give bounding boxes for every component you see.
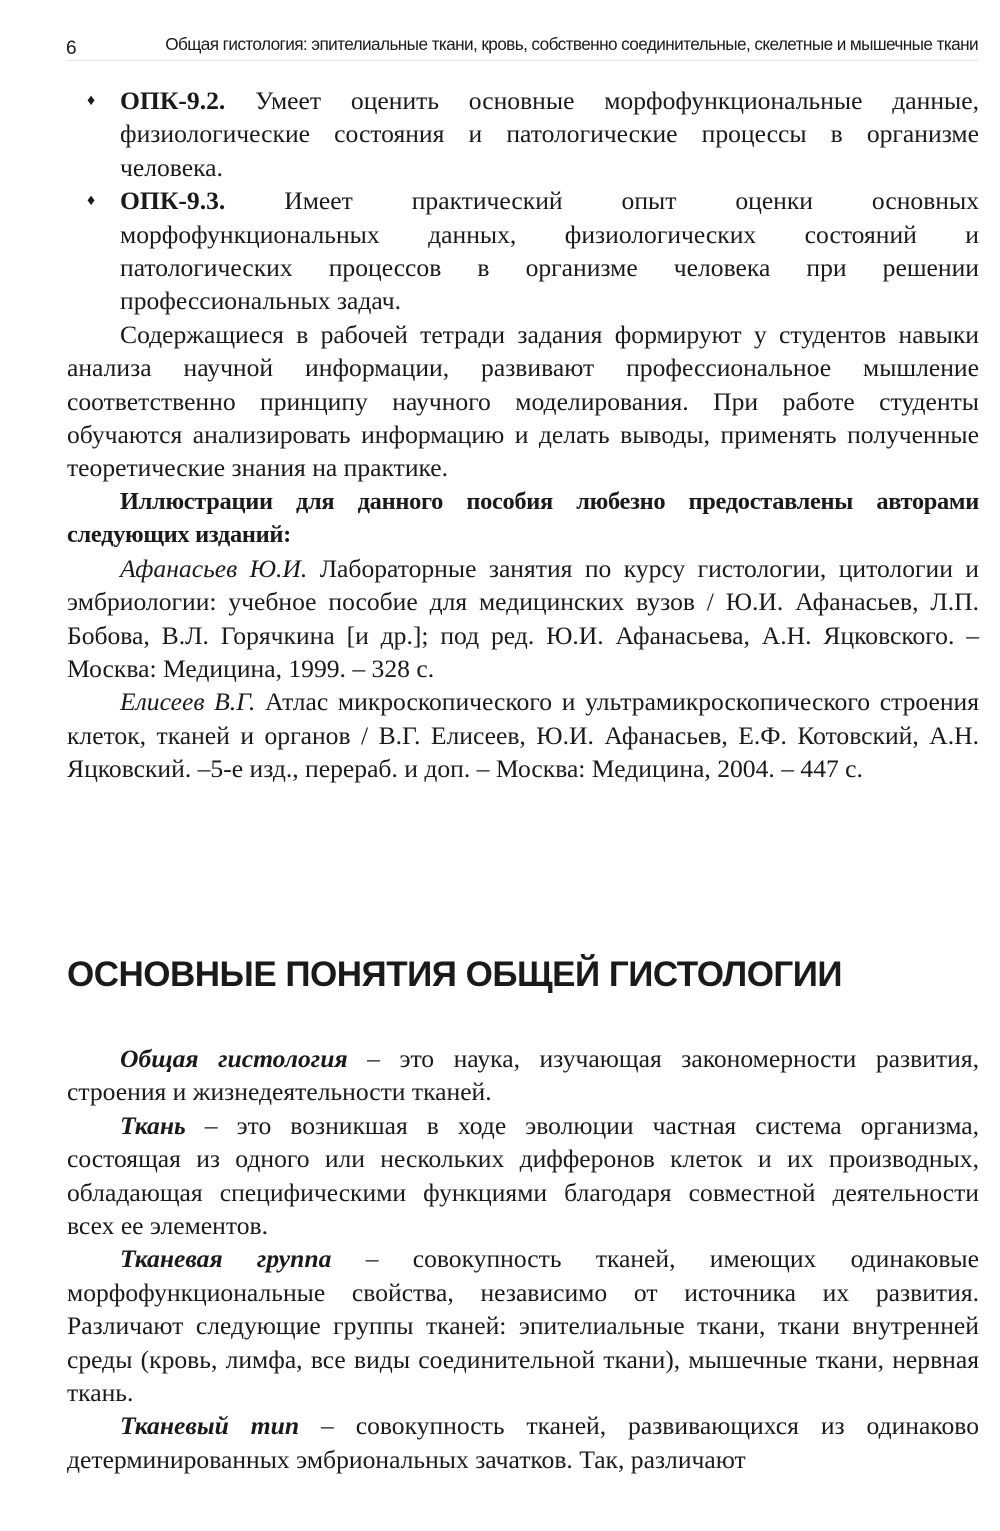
definition-text: – это возникшая в ходе эволюции частная система организма, состоящая из одного или нескольких дифферонов клеток и их производных, обладающая специфическими функциями благодаря совместной деятельности всех ее элементов.	[67, 1110, 979, 1241]
definition-paragraph	[67, 1109, 979, 1243]
page-body	[67, 84, 979, 786]
running-header	[66, 30, 978, 61]
list-item	[67, 184, 979, 318]
definition-term: Тканевая группа	[120, 1244, 332, 1274]
competency-text: Умеет оценить основные морфофункциональные данные, физиологические состояния и патологические процессы в организме человека.	[120, 86, 979, 182]
competency-text: Имеет практический опыт оценки основных морфофункциональных данных, физиологических состояний и патологических процессов в организме человека при решении профессиональных задач.	[120, 186, 979, 316]
definition-paragraph	[67, 1409, 979, 1476]
reference-item	[67, 685, 979, 785]
reference-text: Лабораторные занятия по курсу гистологии, цитологии и эмбриологии: учебное пособие для медицинских вузов / Ю.И. Афанасьев, Л.П. Бобова, В.Л. Горячкина [и др.]; под ред. Ю.И. Афанасьева, А.Н. Яцковского. – Москва: Медицина, 1999. – 328 с.	[67, 553, 979, 683]
page-number: 6	[66, 38, 77, 59]
diamond-bullet-icon: ♦	[87, 92, 96, 109]
definition-text: – это наука, изучающая закономерности развития, строения и жизнедеятельности тканей.	[67, 1044, 979, 1107]
definition-term: Ткань	[120, 1110, 186, 1140]
diamond-bullet-icon: ♦	[87, 192, 96, 210]
running-title: Общая гистология: эпителиальные ткани, кровь, собственно соединительные, скелетные и мышечные ткани	[165, 34, 978, 54]
definition-text: – совокупность тканей, развивающихся из одинаково детерминированных эмбриональных зачатков. Так, различают	[67, 1411, 979, 1474]
reference-text: Атлас микроскопического и ультрамикроскопического строения клеток, тканей и органов / В.Г. Елисеев, Ю.И. Афанасьев, Е.Ф. Котовский, А.Н. Яцковский. –5-е изд., перераб. и доп. – Москва: Медицина, 2004. – 447 с.	[67, 687, 980, 784]
intro-paragraph: Содержащиеся в рабочей тетради задания формируют у студентов навыки анализа научной информации, развивают профессиональное мышление соответственно принципу научного моделирования. При работе студенты обучаются анализировать информацию и делать выводы, применять полученные теоретические знания на практике.	[67, 319, 979, 483]
definition-paragraph	[67, 1042, 979, 1109]
definition-term: Тканевый тип	[120, 1411, 300, 1441]
reference-author: Елисеев В.Г.	[120, 687, 256, 717]
competency-list	[67, 84, 979, 318]
reference-item	[67, 552, 979, 686]
competency-code: ОПК-9.2.	[120, 86, 226, 115]
reference-author: Афанасьев Ю.И.	[120, 553, 308, 583]
competency-code: ОПК-9.3.	[120, 186, 226, 216]
definition-paragraph	[67, 1242, 979, 1409]
definition-term: Общая гистология	[120, 1044, 348, 1073]
definition-text: – совокупность тканей, имеющих одинаковые морфофункциональные свойства, независимо от источника их развития. Различают следующие группы тканей: эпителиальные ткани, ткани внутренней среды (кровь, лимфа, все виды соединительной ткани), мышечные ткани, нервная ткань.	[67, 1244, 979, 1408]
section-title: ОСНОВНЫЕ ПОНЯТИЯ ОБЩЕЙ ГИСТОЛОГИИ	[67, 955, 843, 994]
definitions-block	[67, 1042, 979, 1476]
list-item	[67, 84, 979, 184]
illustrations-note: Иллюстрации для данного пособия любезно предоставлены авторами следующих изданий:	[67, 487, 979, 549]
